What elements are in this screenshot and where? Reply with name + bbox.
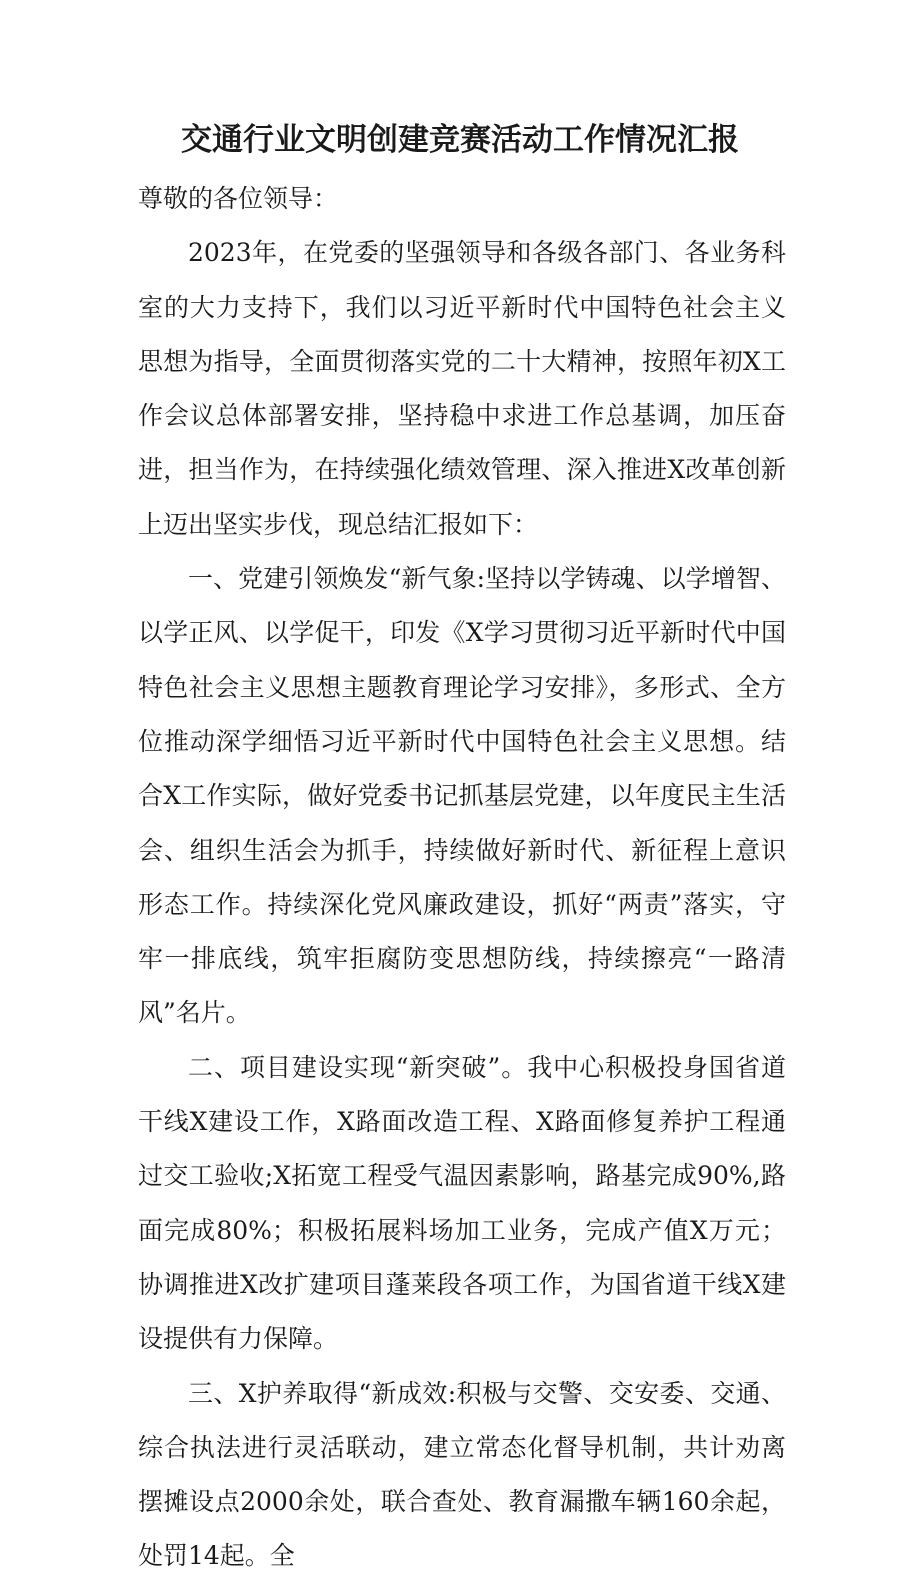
document-body [138, 172, 786, 1584]
paragraph-intro: 2023年，在党委的坚强领导和各级各部门、各业务科室的大力支持下，我们以习近平新时代中国特色社会主义思想为指导，全面贯彻落实党的二十大精神，按照年初X工作会议总体部署安排，坚持稳中求进工作总基调，加压奋进，担当作为，在持续强化绩效管理、深入推进X改革创新上迈出坚实步伐，现总结汇报如下： [138, 238, 786, 539]
salutation: 尊敬的各位领导： [138, 184, 339, 213]
paragraph-party-building: 一、党建引领焕发“新气象:坚持以学铸魂、以学增智、以学正风、以学促干，印发《X学习贯彻习近平新时代中国特色社会主义思想主题教育理论学习安排》，多形式、全方位推动深学细悟习近平新时代中国特色社会主义思想。结合X工作实际，做好党委书记抓基层党建，以年度民主生活会、组织生活会为抓手，持续做好新时代、新征程上意识形态工作。持续深化党风廉政建设，抓好“两责”落实，守牢一排底线，筑牢拒腐防变思想防线，持续擦亮“一路清风”名片。 [138, 564, 786, 1028]
paragraph-road-maintenance: 三、X护养取得“新成效:积极与交警、交安委、交通、综合执法进行灵活联动，建立常态化督导机制，共计劝离摆摊设点2000余处，联合查处、教育漏撒车辆160余起，处罚14起。全 [138, 1378, 786, 1571]
document-title: 交通行业文明创建竞赛活动工作情况汇报 [181, 122, 739, 158]
paragraph-project-construction: 二、项目建设实现“新突破”。我中心积极投身国省道干线X建设工作，X路面改造工程、X路面修复养护工程通过交工验收;X拓宽工程受气温因素影响，路基完成90%,路面完成80%；积极拓展料场加工业务，完成产值X万元；协调推进X改扩建项目蓬莱段各项工作，为国省道干线X建设提供有力保障。 [138, 1052, 786, 1354]
